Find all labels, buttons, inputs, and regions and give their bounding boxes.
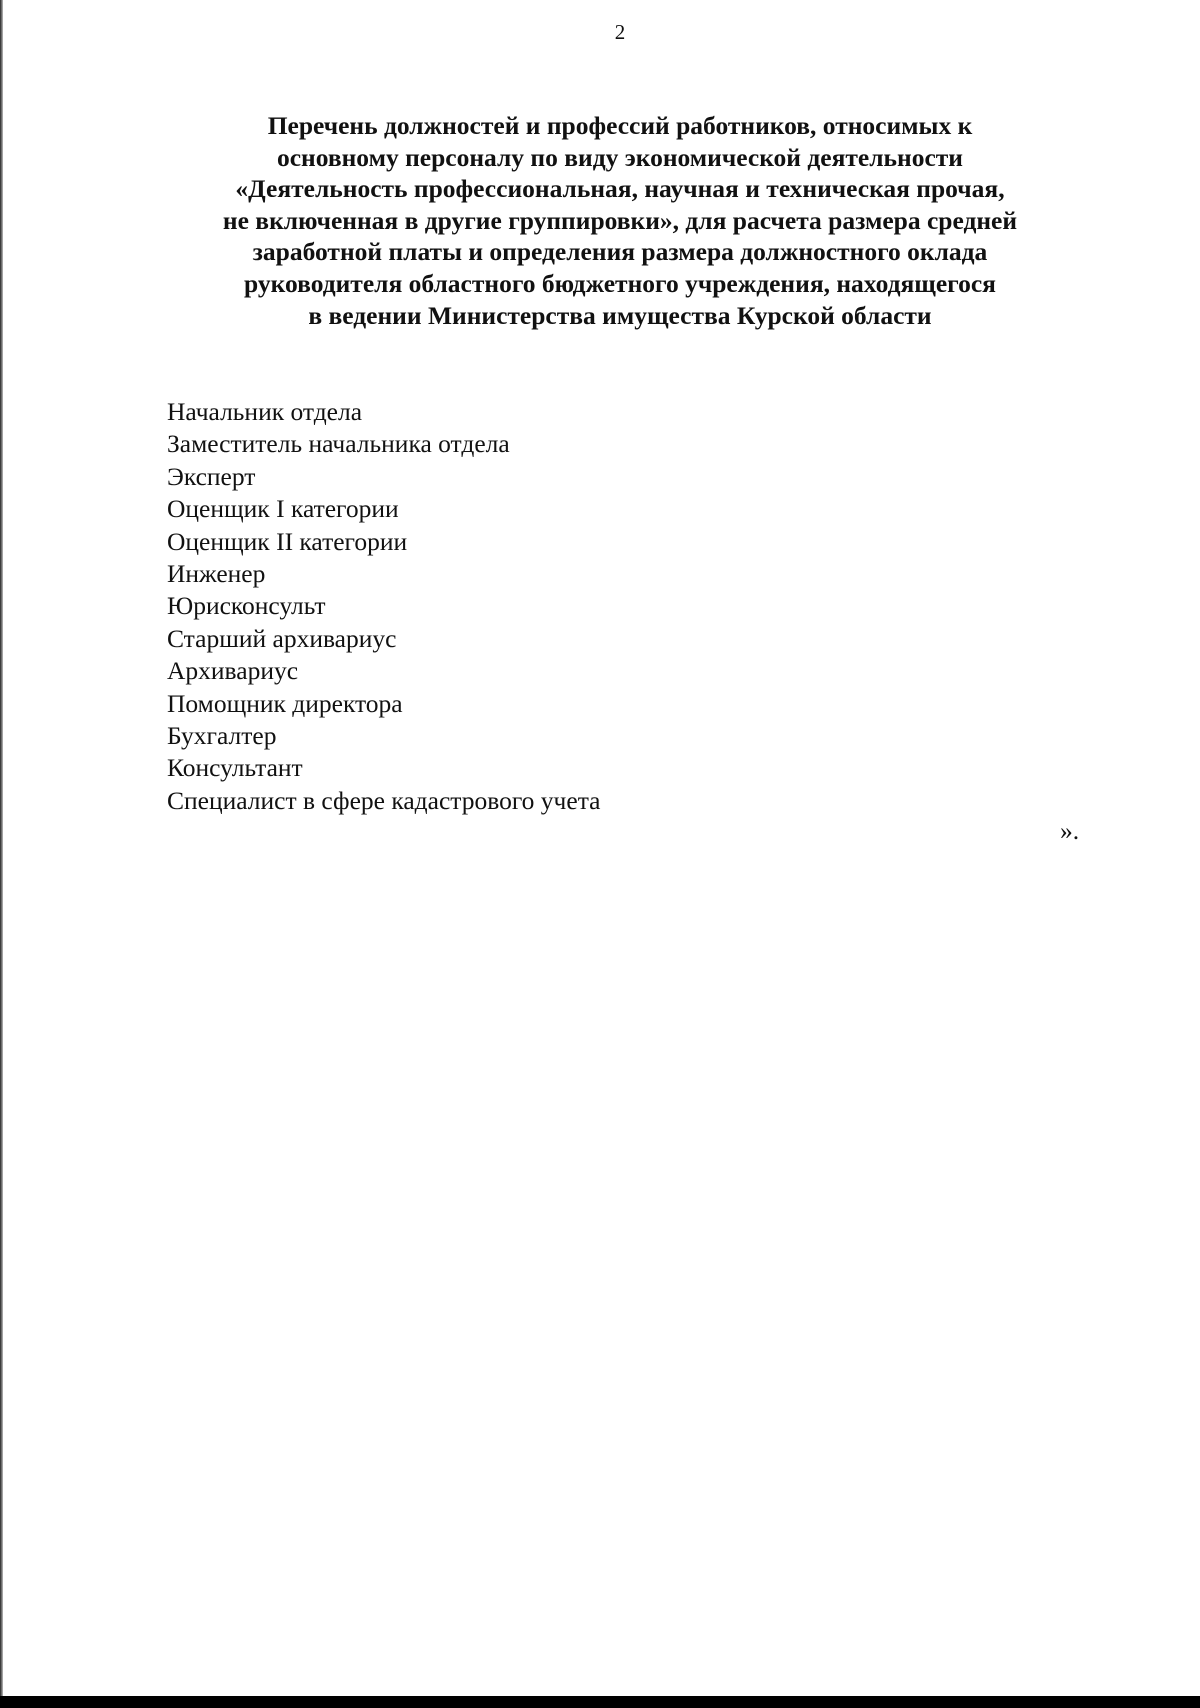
position-item: Юрисконсульт: [167, 591, 326, 621]
scan-bottom-edge: [0, 1696, 1200, 1708]
position-item: Эксперт: [167, 461, 256, 491]
scan-left-edge: [0, 0, 3, 1708]
title-line: руководителя областного бюджетного учреждения, находящегося: [244, 268, 996, 298]
position-item: Инженер: [167, 559, 266, 589]
title-line: Перечень должностей и профессий работников, относимых к: [267, 111, 973, 140]
position-item: Бухгалтер: [167, 721, 277, 751]
position-item: Консультант: [167, 753, 303, 783]
position-item: Помощник директора: [167, 688, 403, 718]
title-line: в ведении Министерства имущества Курской области: [308, 300, 932, 330]
position-item: Заместитель начальника отдела: [167, 429, 510, 459]
document-title: [170, 110, 1070, 331]
title-line: «Деятельность профессиональная, научная и техническая прочая,: [235, 174, 1005, 204]
page-number: 2: [614, 20, 626, 44]
position-item: Оценщик II категории: [167, 526, 408, 556]
position-item: Старший архивариус: [167, 623, 397, 653]
closing-quote: ».: [1060, 816, 1080, 845]
position-item: Оценщик I категории: [167, 494, 399, 524]
position-item: Архивариус: [167, 656, 299, 686]
position-item: Специалист в сфере кадастрового учета: [167, 785, 601, 815]
title-line: заработной платы и определения размера должностного оклада: [252, 237, 988, 267]
title-line: не включенная в другие группировки», для расчета размера средней: [222, 205, 1018, 235]
title-line: основному персоналу по виду экономической деятельности: [276, 142, 964, 172]
position-item: Начальник отдела: [167, 397, 363, 426]
positions-list: [167, 396, 600, 817]
